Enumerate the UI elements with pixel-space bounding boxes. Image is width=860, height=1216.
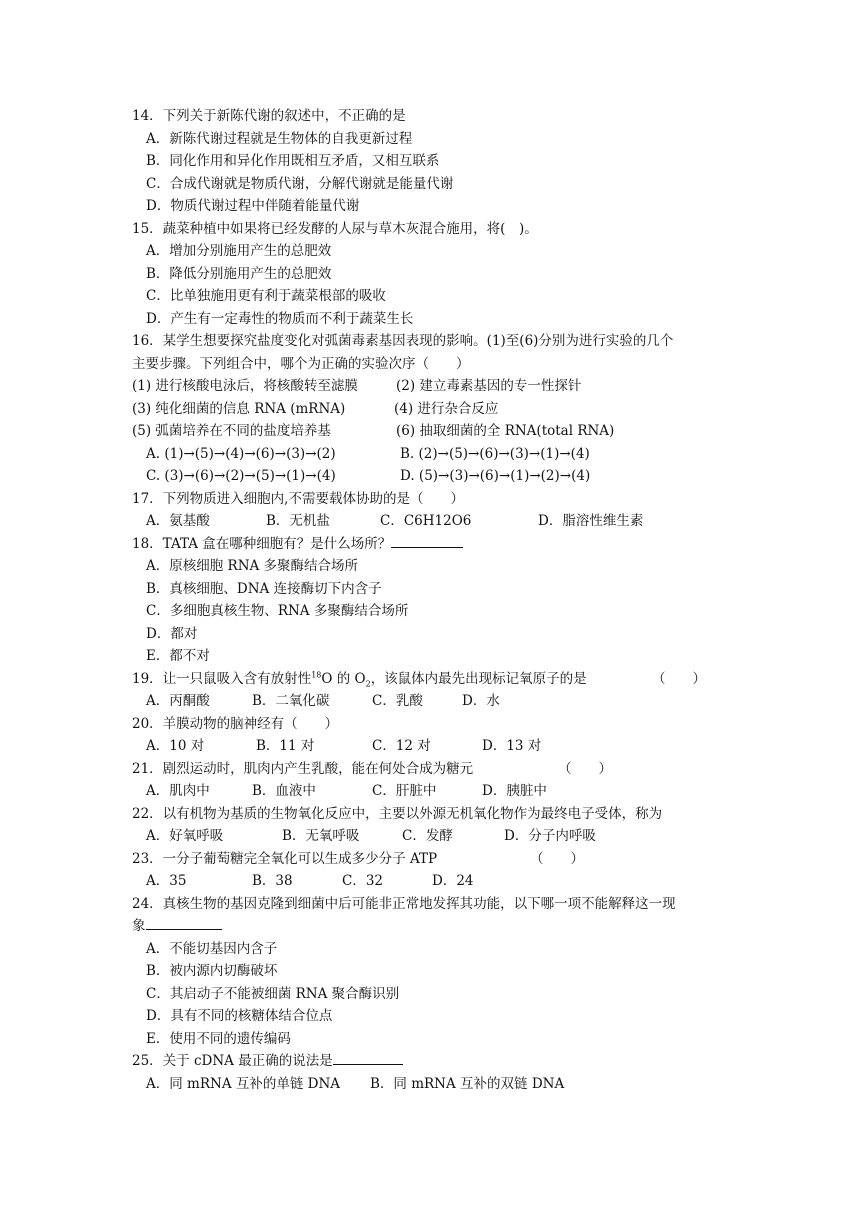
q15-option-c: C．比单独施用更有利于蔬菜根部的吸收	[146, 288, 386, 304]
q16-step-3: (3) 纯化细菌的信息 RNA (mRNA)	[132, 400, 346, 417]
q15-option-a: A．增加分别施用产生的总肥效	[146, 243, 332, 259]
q23-option-d: D．24	[432, 873, 474, 889]
question-list	[132, 105, 752, 1095]
q23-option-b: B．38	[252, 873, 293, 889]
q25-answer-blank	[333, 1050, 403, 1065]
q22-options	[132, 825, 752, 848]
q14-option-d: D．物质代谢过程中伴随着能量代谢	[146, 198, 360, 214]
q16-step-2: (2) 建立毒素基因的专一性探针	[396, 378, 582, 394]
q19-option-d: D．水	[462, 693, 500, 709]
q22-option-a: A．好氧呼吸	[146, 828, 224, 844]
q18-answer-blank	[391, 533, 463, 548]
q17-options	[132, 510, 752, 533]
q24-option-e: E．使用不同的遗传编码	[146, 1030, 291, 1047]
q19-stem-pre: 19．让一只鼠吸入含有放射性	[132, 670, 312, 687]
q24-option-d: D．具有不同的核糖体结合位点	[146, 1008, 333, 1024]
q17-stem: 17．下列物质进入细胞内,不需要载体协助的是（ ）	[132, 490, 464, 507]
q19-option-a: A．丙酮酸	[146, 693, 210, 709]
q19-option-b: B．二氧化碳	[252, 693, 330, 709]
q16-steps-row2	[132, 398, 752, 421]
q17-option-a: A．氨基酸	[146, 513, 210, 529]
q19-options	[132, 690, 752, 713]
q24-option-c: C．其启动子不能被细菌 RNA 聚合酶识别	[146, 985, 400, 1002]
q25-stem: 25．关于 cDNA 最正确的说法是	[132, 1053, 333, 1069]
q14-stem: 14．下列关于新陈代谢的叙述中，不正确的是	[132, 108, 406, 124]
q16-step-1: (1) 进行核酸电泳后，将核酸转至滤膜	[132, 378, 358, 394]
q16-step-4: (4) 进行杂合反应	[394, 400, 499, 417]
q23-options	[132, 870, 752, 893]
q22-option-b: B．无氧呼吸	[282, 828, 360, 844]
q18-option-e: E．都不对	[146, 648, 210, 664]
q25-option-b: B．同 mRNA 互补的双链 DNA	[370, 1075, 565, 1092]
q21-options	[132, 780, 752, 803]
q18-stem-line	[132, 533, 752, 556]
q19-option-c: C．乳酸	[372, 693, 423, 709]
q24-stem-tail: 象	[132, 918, 146, 934]
q15-option-d: D．产生有一定毒性的物质而不利于蔬菜生长	[146, 310, 414, 327]
q16-options-row1	[132, 443, 752, 466]
q16-options-row2	[132, 465, 752, 488]
q14-option-a: A．新陈代谢过程就是生物体的自我更新过程	[146, 130, 413, 147]
q16-stem-line1: 16．某学生想要探究盐度变化对弧菌毒素基因表现的影响。(1)至(6)分别为进行实验的几个	[132, 333, 674, 349]
q17-option-c: C．C6H12O6	[380, 513, 472, 529]
q17-option-d: D．脂溶性维生素	[538, 513, 644, 529]
q18-option-a: A．原核细胞 RNA 多聚酶结合场所	[146, 558, 359, 574]
q24-stem-line1: 24．真核生物的基因克隆到细菌中后可能非正常地发挥其功能，以下哪一项不能解释这一现	[132, 895, 676, 912]
q16-steps-row1	[132, 375, 752, 398]
q18-option-c: C．多细胞真核生物、RNA 多聚酶结合场所	[146, 603, 409, 619]
q24-stem-line2	[132, 915, 752, 938]
q25-option-a: A．同 mRNA 互补的单链 DNA	[146, 1075, 341, 1092]
q14-option-b: B．同化作用和异化作用既相互矛盾，又相互联系	[146, 153, 440, 169]
q20-stem: 20．羊膜动物的脑神经有（ ）	[132, 715, 339, 732]
q16-step-5: (5) 弧菌培养在不同的盐度培养基	[132, 423, 331, 439]
q22-option-d: D．分子内呼吸	[504, 828, 596, 844]
q19-answer-paren: （ ）	[652, 670, 706, 687]
q21-stem: 21．剧烈运动时，肌肉内产生乳酸，能在何处合成为糖元	[132, 760, 474, 777]
q25-stem-line	[132, 1050, 752, 1073]
q24-option-a: A．不能切基因内含子	[146, 940, 278, 957]
q16-stem-line2: 主要步骤。下列组合中，哪个为正确的实验次序（ ）	[132, 355, 470, 372]
q21-stem-line	[132, 758, 752, 781]
q18-option-d: D．都对	[146, 625, 198, 642]
q18-stem: 18．TATA 盒在哪种细胞有？是什么场所？	[132, 535, 392, 552]
q21-option-c: C．肝脏中	[372, 783, 437, 799]
q23-option-a: A．35	[146, 873, 187, 889]
q25-options	[132, 1073, 752, 1096]
q20-options	[132, 735, 752, 758]
q21-option-b: B．血液中	[252, 783, 316, 799]
q17-option-b: B．无机盐	[266, 513, 330, 529]
q15-option-b: B．降低分别施用产生的总肥效	[146, 265, 332, 282]
q23-stem: 23．一分子葡萄糖完全氧化可以生成多少分子 ATP	[132, 850, 438, 867]
q21-option-a: A．肌肉中	[146, 783, 210, 799]
q16-option-b: B. (2)→(5)→(6)→(3)→(1)→(4)	[400, 445, 590, 462]
q22-option-c: C．发酵	[402, 828, 453, 844]
q19-oxygen-subscript: 2	[365, 679, 371, 689]
q16-option-a: A. (1)→(5)→(4)→(6)→(3)→(2)	[146, 445, 336, 462]
q23-answer-paren: （ ）	[530, 850, 584, 867]
q21-option-d: D．胰脏中	[482, 783, 547, 799]
q18-option-b: B．真核细胞、DNA 连接酶切下内含子	[146, 580, 382, 597]
q24-answer-blank	[146, 915, 222, 930]
q16-option-c: C. (3)→(6)→(2)→(5)→(1)→(4)	[146, 468, 336, 484]
q20-option-c: C．12 对	[372, 738, 431, 754]
q19-stem-line	[132, 668, 752, 691]
q20-option-b: B．11 对	[256, 738, 315, 754]
q16-option-d: D. (5)→(3)→(6)→(1)→(2)→(4)	[400, 468, 591, 484]
q14-option-c: C．合成代谢就是物质代谢，分解代谢就是能量代谢	[146, 175, 454, 192]
q19-stem-mid: O 的 O	[321, 670, 366, 687]
q21-answer-paren: （ ）	[558, 760, 612, 777]
q23-option-c: C．32	[342, 873, 384, 889]
q19-isotope-superscript: 18	[311, 670, 322, 679]
q15-stem: 15．蔬菜种植中如果将已经发酵的人尿与草木灰混合施用，将( )。	[132, 220, 538, 237]
q16-steps-row3	[132, 420, 752, 443]
q23-stem-line	[132, 848, 752, 871]
q24-option-b: B．被内源内切酶破坏	[146, 963, 278, 979]
q19-stem-post: ，该鼠体内最先出现标记氧原子的是	[370, 670, 587, 687]
q22-stem: 22．以有机物为基质的生物氧化反应中，主要以外源无机氧化物作为最终电子受体，称为	[132, 805, 663, 822]
q20-option-d: D．13 对	[482, 738, 542, 754]
q20-option-a: A．10 对	[146, 738, 205, 754]
q16-step-6: (6) 抽取细菌的全 RNA(total RNA)	[396, 423, 615, 439]
